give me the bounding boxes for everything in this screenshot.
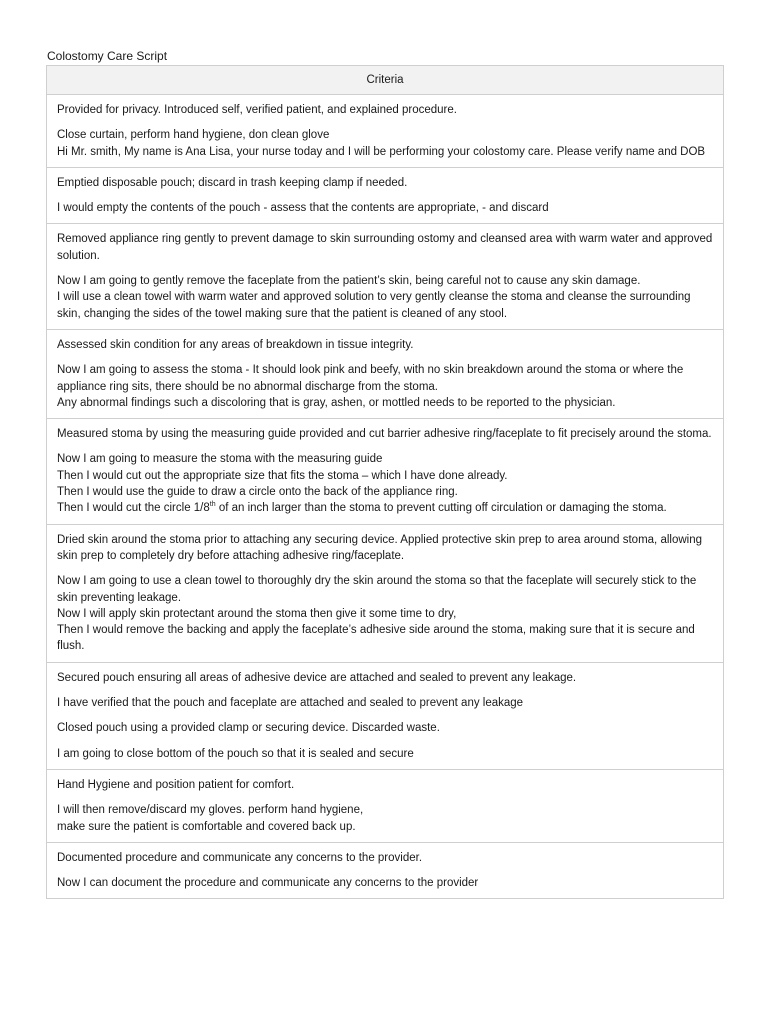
- cell-text-line: Close curtain, perform hand hygiene, don clean glove: [57, 129, 330, 142]
- cell-paragraph: [57, 777, 713, 793]
- criteria-cell: [47, 329, 724, 418]
- cell-text-line: Measured stoma by using the measuring guide provided and cut barrier adhesive ring/faceplate to fit precisely around the stoma.: [57, 428, 712, 441]
- cell-text-line: Removed appliance ring gently to prevent damage to skin surrounding ostomy and cleansed area with warm water and approved solution.: [57, 233, 713, 262]
- cell-text-line: [57, 500, 713, 516]
- cell-paragraph: [57, 102, 713, 118]
- table-row: [47, 524, 724, 662]
- cell-paragraph: [57, 175, 713, 191]
- cell-text-line: Dried skin around the stoma prior to attaching any securing device. Applied protective skin prep to area around stoma, allowing skin prep to completely dry before attaching adhesive ring/faceplate.: [57, 533, 702, 562]
- cell-text-line: Documented procedure and communicate any concerns to the provider.: [57, 851, 423, 864]
- criteria-cell: [47, 769, 724, 842]
- cell-text-line: Any abnormal findings such a discoloring that is gray, ashen, or mottled needs to be reported to the physician.: [57, 396, 616, 409]
- cell-paragraph: [57, 720, 713, 736]
- cell-text-line: Hi Mr. smith, My name is Ana Lisa, your nurse today and I will be performing your colostomy care. Please verify name and DOB: [57, 145, 706, 158]
- cell-text-line: Now I am going to assess the stoma - It should look pink and beefy, with no skin breakdown around the stoma or where the appliance ring sits, there should be no abnormal discharge from the stoma.: [57, 364, 684, 393]
- cell-text-line: Now I am going to gently remove the faceplate from the patient’s skin, being careful not to cause any skin damage.: [57, 275, 641, 288]
- cell-paragraph: [57, 746, 713, 762]
- cell-paragraph: [57, 802, 713, 835]
- cell-text-line: make sure the patient is comfortable and covered back up.: [57, 820, 356, 833]
- table-row: [47, 224, 724, 329]
- cell-text-line: Now I am going to measure the stoma with the measuring guide: [57, 453, 383, 466]
- cell-text-line: I will use a clean towel with warm water and approved solution to very gently cleanse the stoma and cleanse the surrounding skin, changing the sides of the towel making sure that the patient is cleaned of any stool.: [57, 291, 691, 320]
- cell-text-line: Emptied disposable pouch; discard in trash keeping clamp if needed.: [57, 176, 408, 189]
- criteria-cell: [47, 224, 724, 329]
- cell-text-line: Then I would use the guide to draw a circle onto the back of the appliance ring.: [57, 486, 458, 499]
- cell-paragraph: [57, 695, 713, 711]
- cell-paragraph: [57, 850, 713, 866]
- table-row: [47, 167, 724, 224]
- cell-paragraph: [57, 362, 713, 411]
- cell-paragraph: [57, 875, 713, 891]
- cell-text-line: I have verified that the pouch and faceplate are attached and sealed to prevent any leakage: [57, 697, 524, 710]
- cell-text-line: I would empty the contents of the pouch - assess that the contents are appropriate, - and discard: [57, 202, 549, 215]
- cell-paragraph: [57, 127, 713, 160]
- criteria-table: [46, 65, 724, 899]
- cell-paragraph: [57, 200, 713, 216]
- table-row: [47, 662, 724, 769]
- table-row: [47, 769, 724, 842]
- table-row: [47, 842, 724, 899]
- cell-paragraph: [57, 451, 713, 516]
- cell-text-line: Now I can document the procedure and communicate any concerns to the provider: [57, 877, 479, 890]
- criteria-cell: [47, 419, 724, 524]
- cell-paragraph: [57, 231, 713, 264]
- table-row: [47, 419, 724, 524]
- cell-paragraph: [57, 532, 713, 565]
- cell-paragraph: [57, 426, 713, 442]
- cell-text-line: Now I am going to use a clean towel to thoroughly dry the skin around the stoma so that the faceplate will securely stick to the skin preventing leakage.: [57, 575, 697, 604]
- cell-paragraph: [57, 273, 713, 322]
- line-text-before: Then I would cut the circle 1/8: [57, 502, 210, 515]
- cell-text-line: Assessed skin condition for any areas of breakdown in tissue integrity.: [57, 338, 414, 351]
- cell-text-line: Secured pouch ensuring all areas of adhesive device are attached and sealed to prevent any leakage.: [57, 671, 577, 684]
- criteria-cell: [47, 662, 724, 769]
- table-body: [47, 95, 724, 899]
- criteria-cell: [47, 524, 724, 662]
- criteria-column-header: Criteria: [47, 66, 724, 95]
- cell-text-line: I will then remove/discard my gloves. perform hand hygiene,: [57, 804, 364, 817]
- cell-text-line: Hand Hygiene and position patient for comfort.: [57, 778, 295, 791]
- cell-text-line: Then I would remove the backing and apply the faceplate’s adhesive side around the stoma, making sure that it is secure and flush.: [57, 624, 695, 653]
- cell-text-line: Then I would cut out the appropriate size that fits the stoma – which I have done already.: [57, 469, 508, 482]
- cell-paragraph: [57, 337, 713, 353]
- criteria-cell: [47, 167, 724, 224]
- cell-text-line: Closed pouch using a provided clamp or securing device. Discarded waste.: [57, 722, 440, 735]
- table-row: [47, 95, 724, 168]
- cell-text-line: Provided for privacy. Introduced self, verified patient, and explained procedure.: [57, 104, 457, 116]
- table-row: [47, 329, 724, 418]
- table-header-row: [47, 66, 724, 95]
- ordinal-superscript: th: [209, 501, 216, 509]
- cell-paragraph: [57, 670, 713, 686]
- document-title: Colostomy Care Script: [47, 49, 168, 63]
- line-text-after: of an inch larger than the stoma to prevent cutting off circulation or damaging the stoma.: [215, 502, 667, 515]
- criteria-cell: [47, 95, 724, 168]
- cell-paragraph: [57, 573, 713, 654]
- criteria-cell: [47, 842, 724, 899]
- cell-text-line: Now I will apply skin protectant around the stoma then give it some time to dry,: [57, 607, 457, 620]
- cell-text-line: I am going to close bottom of the pouch so that it is sealed and secure: [57, 747, 414, 760]
